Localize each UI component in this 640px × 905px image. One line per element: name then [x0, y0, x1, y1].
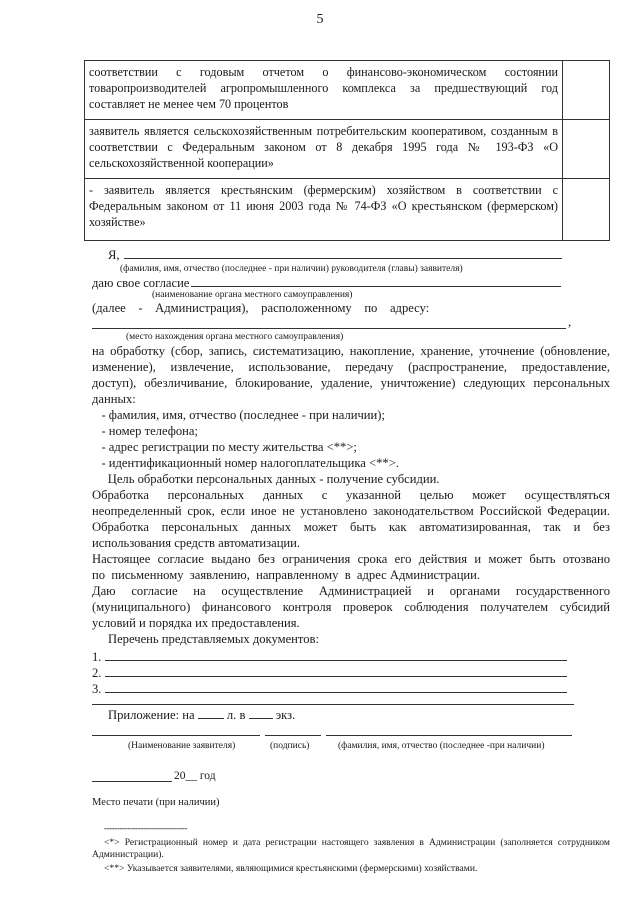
page-number: 5	[316, 12, 324, 27]
attachment-prefix: Приложение: на	[108, 708, 195, 722]
head-name-field[interactable]	[124, 246, 562, 259]
consent-agree-line	[92, 274, 610, 291]
criteria-table	[84, 60, 610, 241]
attachment-middle: л. в	[226, 708, 246, 722]
body-line: данных:	[92, 392, 136, 406]
consent-further-line: (далее - Администрация), расположенному по адресу:	[92, 301, 430, 315]
signer-fio-field[interactable]	[326, 735, 572, 736]
caption-organ: (наименование органа местного самоуправления)	[152, 290, 353, 300]
body-line: Даю согласие на осуществление Администрацией и органами государственного	[92, 584, 610, 598]
body-line: (муниципального) финансового контроля проверок соблюдения получателем субсидий	[92, 600, 610, 614]
document-item-field[interactable]	[105, 648, 567, 661]
body-line: - фамилия, имя, отчество (последнее - при наличии);	[92, 408, 385, 422]
address-comma: ,	[568, 314, 572, 329]
date-year: 20__ год	[174, 770, 216, 782]
applicant-name-field[interactable]	[92, 735, 260, 736]
signature-field[interactable]	[265, 735, 321, 736]
body-line: изменение), извлечение, использование, передачу (распространение, предоставление,	[92, 360, 610, 374]
body-line: - адрес регистрации по месту жительства <**>;	[92, 440, 357, 454]
body-line: Настоящее согласие выдано без ограничения срока его действия и может быть отозвано	[92, 552, 610, 566]
caption-location: (место нахождения органа местного самоуправления)	[126, 332, 344, 342]
table-row	[85, 179, 610, 241]
caption-applicant-name: (Наименование заявителя)	[128, 741, 236, 751]
table-row	[85, 61, 610, 120]
document-item-number: 3.	[92, 682, 102, 696]
attachment-line	[108, 706, 626, 723]
consent-agree-label: даю свое согласие	[92, 276, 190, 290]
document-item-number: 2.	[92, 666, 102, 680]
address-field[interactable]	[92, 328, 566, 329]
body-line: Обработка персональных данных с указанной целью может осуществляться	[92, 488, 610, 502]
body-line: по письменному заявлению, направленному в адрес Администрации.	[92, 568, 481, 582]
caption-signature: (подпись)	[270, 741, 310, 751]
attachment-sheets-field[interactable]	[198, 706, 224, 719]
document-item-field[interactable]	[105, 664, 567, 677]
body-line: Обработка персональных данных может быть как автоматизированная, так и без	[92, 520, 610, 534]
attachment-copies-field[interactable]	[249, 706, 273, 719]
criteria-checkbox-cell[interactable]	[563, 179, 610, 241]
table-row	[85, 120, 610, 179]
body-line: - номер телефона;	[92, 424, 198, 438]
organ-name-field[interactable]	[191, 274, 561, 287]
body-line: доступ), обезличивание, блокирование, удаление, уничтожение) следующих персональных	[92, 376, 610, 390]
body-line: - идентификационный номер налогоплательщика <**>.	[92, 456, 399, 470]
footnote-separator: --------------------------------	[104, 823, 188, 833]
attachment-suffix: экз.	[275, 708, 296, 722]
consent-ya-line	[108, 246, 568, 263]
body-line: на обработку (сбор, запись, систематизацию, накопление, хранение, уточнение (обновление,	[92, 344, 610, 358]
document-item-3	[92, 680, 610, 697]
body-line: использования средств автоматизации.	[92, 536, 301, 550]
stamp-place: Место печати (при наличии)	[92, 797, 220, 808]
document-extra-line[interactable]	[92, 704, 574, 705]
footnote-1: <*> Регистрационный номер и дата регистрации настоящего заявления в Администрации (заполняется сотрудником Администрации).	[92, 837, 610, 860]
document-item-field[interactable]	[105, 680, 567, 693]
footnote-2: <**> Указывается заявителями, являющимися крестьянскими (фермерскими) хозяйствами.	[104, 863, 478, 874]
document-item-number: 1.	[92, 650, 102, 664]
criteria-checkbox-cell[interactable]	[563, 120, 610, 179]
document-item-2	[92, 664, 610, 681]
document-item-1	[92, 648, 610, 665]
criteria-text: заявитель является сельскохозяйственным потребительским кооперативом, созданным в соответствии с Федеральным законом от 8 декабря 1995 года № 193-ФЗ «О сельскохозяйственной кооперации»	[85, 120, 563, 179]
criteria-text: - заявитель является крестьянским (фермерским) хозяйством в соответствии с Федеральным законом от 11 июня 2003 года № 74-ФЗ «О крестьянском (фермерском) хозяйстве»	[85, 179, 563, 241]
caption-signer-fio: (фамилия, имя, отчество (последнее -при наличии)	[338, 741, 545, 751]
date-field[interactable]	[92, 781, 172, 782]
body-line: условий и порядка их предоставления.	[92, 616, 300, 630]
caption-head-name: (фамилия, имя, отчество (последнее - при наличии) руководителя (главы) заявителя)	[120, 264, 463, 274]
documents-title: Перечень представляемых документов:	[108, 632, 319, 646]
criteria-checkbox-cell[interactable]	[563, 61, 610, 120]
criteria-text: соответствии с годовым отчетом о финансово-экономическом состоянии товаропроизводителей агропромышленного комплекса за предшествующий год составляет не менее чем 70 процентов	[85, 61, 563, 120]
body-line: неопределенный срок, если иное не установлено законодательством Российской Федерации.	[92, 504, 610, 518]
body-line: Цель обработки персональных данных - получение субсидии.	[92, 472, 440, 486]
consent-ya-label: Я,	[108, 248, 120, 262]
